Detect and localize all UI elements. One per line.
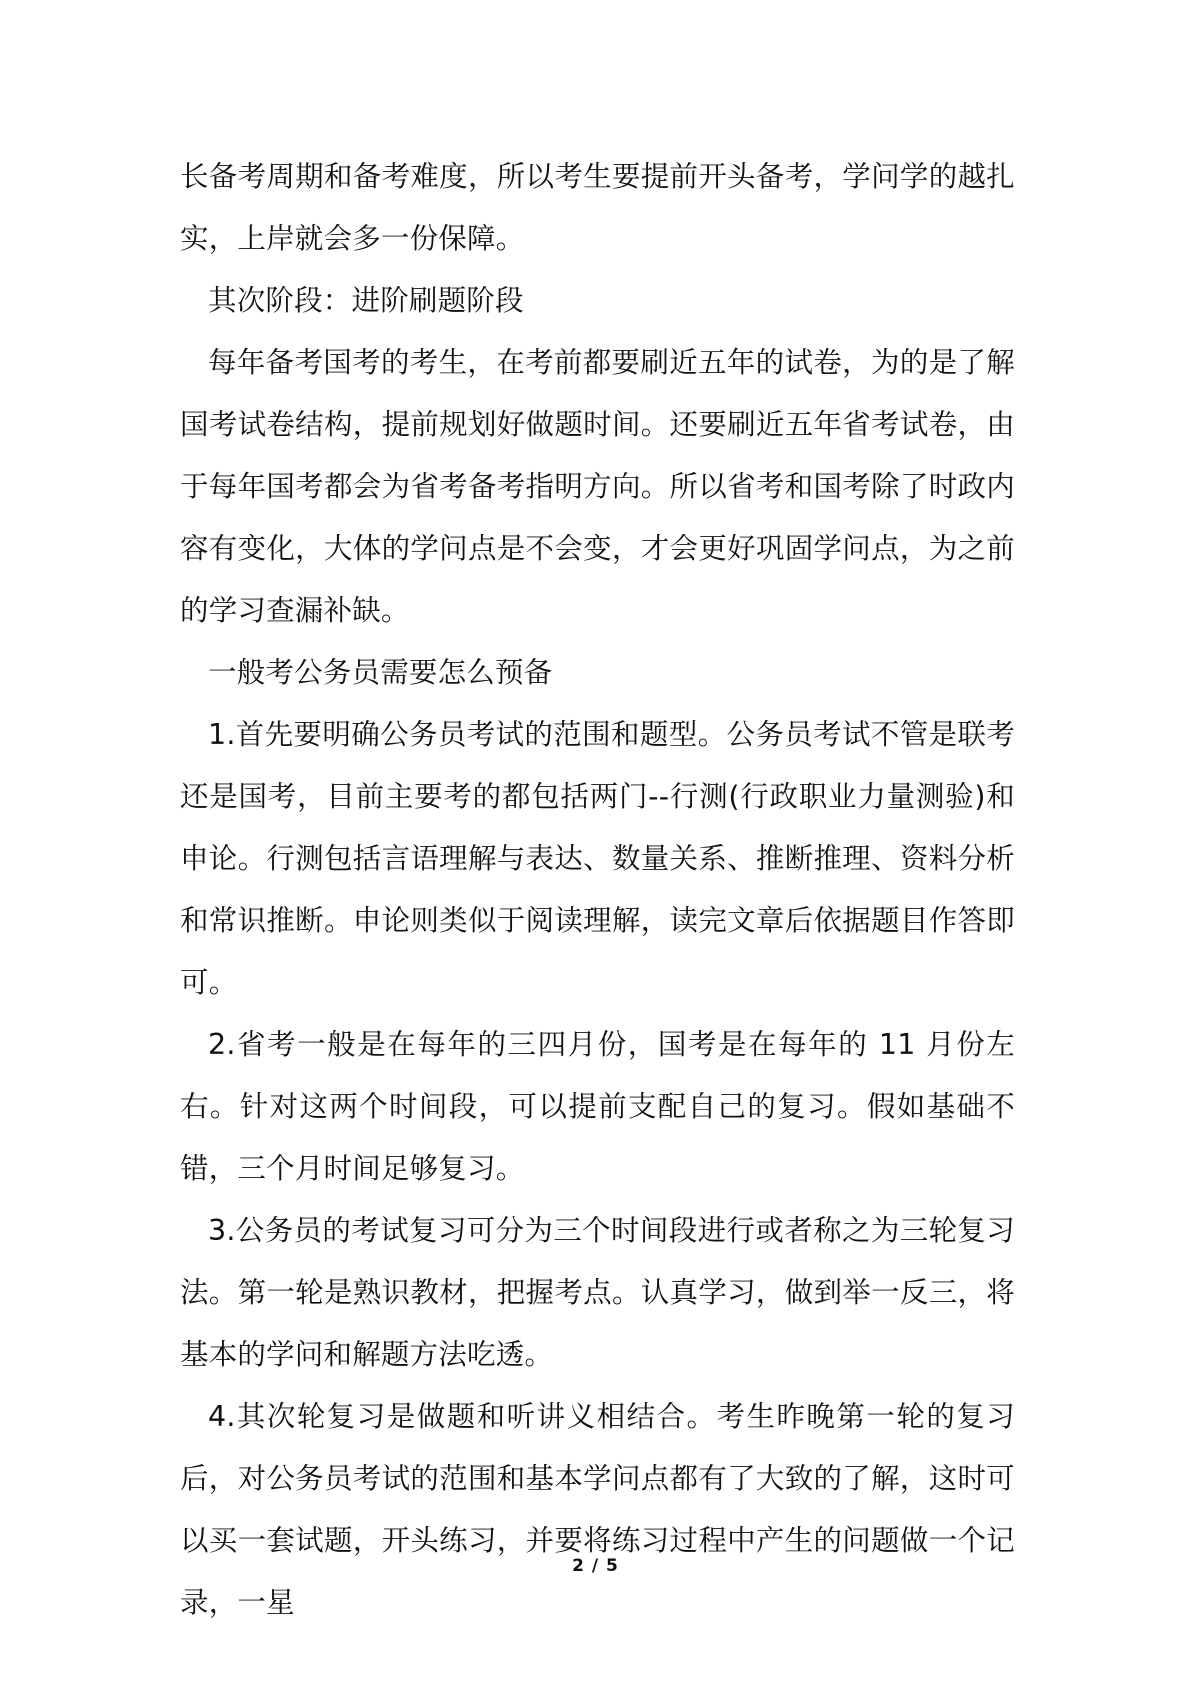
- section-heading-preparation: 一般考公务员需要怎么预备: [208, 656, 553, 689]
- paragraph-continuation: 长备考周期和备考难度，所以考生要提前开头备考，学问学的越扎实，上岸就会多一份保障。: [180, 160, 1015, 255]
- page-number: 2 / 5: [572, 1556, 619, 1576]
- list-item-2: 2.省考一般是在每年的三四月份，国考是在每年的 11 月份左右。针对这两个时间段，可以提前支配自己的复习。假如基础不错，三个月时间足够复习。: [180, 1028, 1015, 1185]
- section-heading-second-stage: 其次阶段：进阶刷题阶段: [208, 284, 524, 317]
- document-body: [180, 146, 1015, 1634]
- list-item-4: 4.其次轮复习是做题和听讲义相结合。考生昨晚第一轮的复习后，对公务员考试的范围和基本学问点都有了大致的了解，这时可以买一套试题，开头练习，并要将练习过程中产生的问题做一个记录，一星: [180, 1400, 1015, 1619]
- list-item-3: 3.公务员的考试复习可分为三个时间段进行或者称之为三轮复习法。第一轮是熟识教材，把握考点。认真学习，做到举一反三，将基本的学问和解题方法吃透。: [180, 1214, 1015, 1371]
- paragraph-exam-papers: 每年备考国考的考生，在考前都要刷近五年的试卷，为的是了解国考试卷结构，提前规划好做题时间。还要刷近五年省考试卷，由于每年国考都会为省考备考指明方向。所以省考和国考除了时政内容有变化，大体的学问点是不会变，才会更好巩固学问点，为之前的学习查漏补缺。: [180, 346, 1015, 627]
- list-item-1: 1.首先要明确公务员考试的范围和题型。公务员考试不管是联考还是国考，目前主要考的都包括两门--行测(行政职业力量测验)和申论。行测包括言语理解与表达、数量关系、推断推理、资料分析和常识推断。申论则类似于阅读理解，读完文章后依据题目作答即可。: [180, 718, 1015, 999]
